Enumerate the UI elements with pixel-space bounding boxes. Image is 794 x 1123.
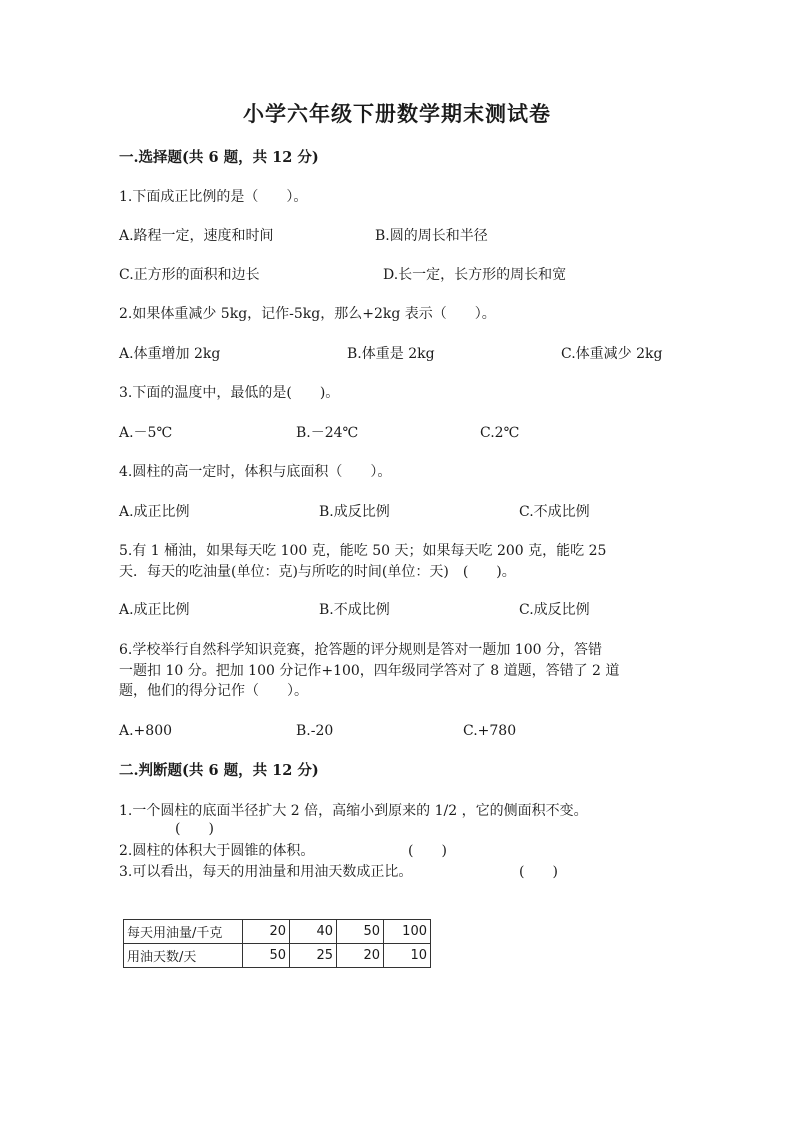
question-1-option-c: C.正方形的面积和边长 — [119, 267, 260, 283]
question-4-option-c: C.不成比例 — [519, 504, 590, 520]
question-2-option-a: A.体重增加 2kg — [119, 346, 221, 362]
question-6-option-b: B.-20 — [296, 723, 334, 739]
question-5-option-b: B.不成比例 — [319, 602, 390, 618]
oil-usage-table — [123, 919, 431, 968]
table-cell: 20 — [337, 944, 384, 968]
question-6-stem-line-2: 一题扣 10 分。把加 100 分记作+100，四年级同学答对了 8 道题，答错了 2 道 — [119, 663, 620, 679]
table-cell: 100 — [384, 920, 431, 944]
question-6-option-a: A.+800 — [119, 723, 173, 739]
judge-2-text: 2.圆柱的体积大于圆锥的体积。 — [119, 843, 315, 859]
question-1-option-a: A.路程一定，速度和时间 — [119, 228, 274, 244]
row-label: 每天用油量/千克 — [124, 920, 243, 944]
question-3-option-c: C.2℃ — [480, 425, 520, 441]
judge-3-text: 3.可以看出，每天的用油量和用油天数成正比。 — [119, 864, 413, 880]
table-cell: 25 — [290, 944, 337, 968]
question-6-stem-line-3: 题，他们的得分记作（ ）。 — [119, 683, 308, 699]
table-cell: 50 — [243, 944, 290, 968]
judge-3-answer-blank: ( ) — [519, 864, 558, 880]
judge-1-answer-blank: ( ) — [175, 821, 214, 837]
question-3-stem: 3.下面的温度中，最低的是( )。 — [119, 385, 340, 401]
question-3-option-b: B.－24℃ — [296, 425, 359, 441]
question-2-option-c: C.体重减少 2kg — [561, 346, 663, 362]
question-4-stem: 4.圆柱的高一定时，体积与底面积（ ）。 — [119, 464, 392, 480]
table-cell: 10 — [384, 944, 431, 968]
question-5-option-c: C.成反比例 — [519, 602, 590, 618]
table-row — [124, 944, 431, 968]
table-row — [124, 920, 431, 944]
question-5-stem-line-2: 天．每天的吃油量(单位：克)与所吃的时间(单位：天) ( )。 — [119, 564, 516, 580]
section-heading-choice: 一.选择题(共 6 题，共 12 分) — [119, 149, 319, 166]
judge-2-answer-blank: ( ) — [408, 843, 447, 859]
question-2-option-b: B.体重是 2kg — [347, 346, 435, 362]
judge-1-line-1: 1.一个圆柱的底面半径扩大 2 倍，高缩小到原来的 1/2 ，它的侧面积不变。 — [119, 803, 588, 819]
section-heading-judge: 二.判断题(共 6 题，共 12 分) — [119, 762, 319, 779]
question-1-option-d: D.长一定，长方形的周长和宽 — [383, 267, 567, 283]
table-cell: 50 — [337, 920, 384, 944]
question-4-option-a: A.成正比例 — [119, 504, 190, 520]
page-title: 小学六年级下册数学期末测试卷 — [243, 101, 551, 126]
question-1-option-b: B.圆的周长和半径 — [375, 228, 488, 244]
question-6-stem-line-1: 6.学校举行自然科学知识竞赛，抢答题的评分规则是答对一题加 100 分，答错 — [119, 642, 602, 658]
question-5-stem-line-1: 5.有 1 桶油，如果每天吃 100 克，能吃 50 天；如果每天吃 200 克，能吃 25 — [119, 543, 607, 559]
table-cell: 40 — [290, 920, 337, 944]
question-2-stem: 2.如果体重减少 5kg，记作-5kg，那么+2kg 表示（ ）。 — [119, 306, 496, 322]
question-3-option-a: A.－5℃ — [119, 425, 173, 441]
question-4-option-b: B.成反比例 — [319, 504, 390, 520]
table-cell: 20 — [243, 920, 290, 944]
row-label: 用油天数/天 — [124, 944, 243, 968]
question-1-stem: 1.下面成正比例的是（ ）。 — [119, 189, 308, 205]
question-5-option-a: A.成正比例 — [119, 602, 190, 618]
question-6-option-c: C.+780 — [463, 723, 517, 739]
